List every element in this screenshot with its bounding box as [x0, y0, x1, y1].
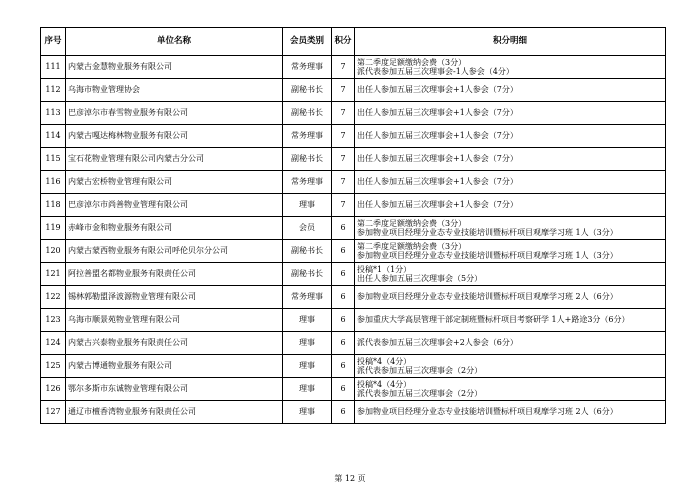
cell-points-detail	[355, 263, 666, 286]
detail-line: 派代表参加五届三次理事会+2人参会（6分）	[357, 338, 518, 348]
table-row	[41, 148, 666, 171]
cell-points: 6	[332, 217, 355, 240]
detail-line: 参加物业项目经理分业态专业技能培训暨标杆项目观摩学习班 1人（3分）	[357, 251, 618, 260]
cell-points: 7	[332, 194, 355, 217]
cell-member-type: 理事	[283, 194, 332, 217]
cell-points: 7	[332, 148, 355, 171]
cell-points-detail	[355, 194, 666, 217]
cell-points: 7	[332, 125, 355, 148]
cell-unit-name: 内蒙古兴泰物业服务有限责任公司	[66, 332, 283, 355]
cell-unit-name: 乌海市顺景苑物业管理有限公司	[66, 309, 283, 332]
cell-member-type: 副秘书长	[283, 240, 332, 263]
cell-serial-no: 115	[41, 148, 66, 171]
cell-points-detail	[355, 171, 666, 194]
cell-points: 7	[332, 79, 355, 102]
cell-points-detail	[355, 355, 666, 378]
cell-points-detail	[355, 378, 666, 401]
table-row	[41, 79, 666, 102]
cell-points: 6	[332, 378, 355, 401]
detail-line: 出任人参加五届三次理事会（5分）	[357, 274, 483, 283]
cell-points-detail	[355, 309, 666, 332]
cell-serial-no: 126	[41, 378, 66, 401]
cell-serial-no: 112	[41, 79, 66, 102]
page-number: 第 12 页	[334, 474, 366, 483]
cell-member-type: 理事	[283, 378, 332, 401]
cell-serial-no: 113	[41, 102, 66, 125]
cell-points: 7	[332, 56, 355, 79]
cell-points: 7	[332, 171, 355, 194]
cell-member-type: 常务理事	[283, 56, 332, 79]
cell-member-type: 理事	[283, 355, 332, 378]
cell-points-detail	[355, 401, 666, 424]
cell-points: 6	[332, 240, 355, 263]
cell-points: 6	[332, 309, 355, 332]
cell-unit-name: 锡林郭勒盟泽波源物业管理有限公司	[66, 286, 283, 309]
detail-line: 派代表参加五届三次理事会（2分）	[357, 389, 483, 398]
detail-line: 出任人参加五届三次理事会+1人参会（7分）	[357, 85, 518, 95]
cell-points: 6	[332, 263, 355, 286]
header-points-detail: 积分明细	[355, 28, 666, 56]
table-row	[41, 217, 666, 240]
cell-serial-no: 127	[41, 401, 66, 424]
cell-unit-name: 内蒙古金慧物业服务有限公司	[66, 56, 283, 79]
cell-points-detail	[355, 286, 666, 309]
cell-serial-no: 120	[41, 240, 66, 263]
cell-unit-name: 赤峰市金和物业服务有限公司	[66, 217, 283, 240]
cell-unit-name: 内蒙古嘎达梅林物业服务有限公司	[66, 125, 283, 148]
cell-serial-no: 125	[41, 355, 66, 378]
detail-line: 投稿*4（4分）	[357, 356, 412, 366]
detail-line: 投稿*1（1分）	[357, 264, 412, 274]
cell-points: 7	[332, 102, 355, 125]
detail-line: 第二季度足额缴纳会费（3分）	[357, 57, 467, 67]
cell-member-type: 常务理事	[283, 171, 332, 194]
cell-unit-name: 通辽市檀香湾物业服务有限责任公司	[66, 401, 283, 424]
cell-serial-no: 111	[41, 56, 66, 79]
cell-unit-name: 内蒙古博通物业服务有限公司	[66, 355, 283, 378]
detail-line: 派代表参加五届三次理事会（2分）	[357, 366, 483, 375]
table-row	[41, 378, 666, 401]
detail-line: 参加重庆大学高层管理干部定制班暨标杆项目考察研学 1人+路途3分（6分）	[357, 315, 630, 325]
table-body	[41, 56, 666, 424]
cell-points: 6	[332, 332, 355, 355]
detail-line: 参加物业项目经理分业态专业技能培训暨标杆项目观摩学习班 2人（6分）	[357, 292, 618, 302]
cell-points-detail	[355, 125, 666, 148]
cell-member-type: 副秘书长	[283, 148, 332, 171]
detail-line: 参加物业项目经理分业态专业技能培训暨标杆项目观摩学习班 2人（6分）	[357, 407, 618, 417]
cell-serial-no: 124	[41, 332, 66, 355]
cell-serial-no: 121	[41, 263, 66, 286]
detail-line: 第二季度足额缴纳会费（3分）	[357, 241, 467, 251]
table-row	[41, 102, 666, 125]
cell-points-detail	[355, 148, 666, 171]
detail-line: 第二季度足额缴纳会费（3分）	[357, 218, 467, 228]
cell-points: 6	[332, 355, 355, 378]
cell-member-type: 理事	[283, 332, 332, 355]
cell-serial-no: 114	[41, 125, 66, 148]
cell-member-type: 常务理事	[283, 125, 332, 148]
points-table	[40, 27, 666, 424]
cell-points-detail	[355, 102, 666, 125]
header-points: 积分	[332, 28, 355, 56]
cell-points-detail	[355, 332, 666, 355]
table-header	[41, 28, 666, 56]
cell-serial-no: 123	[41, 309, 66, 332]
table-row	[41, 171, 666, 194]
detail-line: 派代表参加五届三次理事会-1人参会（4分）	[357, 67, 514, 76]
detail-line: 出任人参加五届三次理事会+1人参会（7分）	[357, 177, 518, 187]
table-row	[41, 332, 666, 355]
cell-unit-name: 内蒙古宏桥物业管理有限公司	[66, 171, 283, 194]
cell-points: 6	[332, 401, 355, 424]
table-row	[41, 125, 666, 148]
cell-points-detail	[355, 79, 666, 102]
cell-unit-name: 乌海市物业管理协会	[66, 79, 283, 102]
table-row	[41, 309, 666, 332]
header-serial-no: 序号	[41, 28, 66, 56]
cell-serial-no: 116	[41, 171, 66, 194]
cell-points: 6	[332, 286, 355, 309]
cell-serial-no: 118	[41, 194, 66, 217]
cell-member-type: 副秘书长	[283, 102, 332, 125]
table-row	[41, 56, 666, 79]
table-row	[41, 263, 666, 286]
detail-line: 投稿*4（4分）	[357, 379, 412, 389]
header-member-type: 会员类别	[283, 28, 332, 56]
detail-line: 参加物业项目经理分业态专业技能培训暨标杆项目观摩学习班 1人（3分）	[357, 228, 618, 237]
cell-points-detail	[355, 240, 666, 263]
cell-member-type: 理事	[283, 309, 332, 332]
cell-points-detail	[355, 56, 666, 79]
detail-line: 出任人参加五届三次理事会+1人参会（7分）	[357, 154, 518, 164]
cell-unit-name: 阿拉善盟名都物业服务有限责任公司	[66, 263, 283, 286]
detail-line: 出任人参加五届三次理事会+1人参会（7分）	[357, 131, 518, 141]
table-row	[41, 286, 666, 309]
cell-member-type: 理事	[283, 401, 332, 424]
cell-member-type: 副秘书长	[283, 79, 332, 102]
header-unit-name: 单位名称	[66, 28, 283, 56]
table-row	[41, 401, 666, 424]
cell-unit-name: 巴彦淖尔市尚善物业管理有限公司	[66, 194, 283, 217]
cell-member-type: 副秘书长	[283, 263, 332, 286]
table-row	[41, 194, 666, 217]
cell-unit-name: 内蒙古蒙西物业服务有限公司呼伦贝尔分公司	[66, 240, 283, 263]
cell-serial-no: 122	[41, 286, 66, 309]
detail-line: 出任人参加五届三次理事会+1人参会（7分）	[357, 108, 518, 118]
cell-serial-no: 119	[41, 217, 66, 240]
cell-unit-name: 巴彦淖尔市春雪物业服务有限公司	[66, 102, 283, 125]
detail-line: 出任人参加五届三次理事会+1人参会（7分）	[357, 200, 518, 210]
table-row	[41, 355, 666, 378]
cell-member-type: 会员	[283, 217, 332, 240]
cell-unit-name: 宝石花物业管理有限公司内蒙古分公司	[66, 148, 283, 171]
cell-points-detail	[355, 217, 666, 240]
cell-unit-name: 鄂尔多斯市东诚物业管理有限公司	[66, 378, 283, 401]
cell-member-type: 常务理事	[283, 286, 332, 309]
header-row	[41, 28, 666, 56]
table-row	[41, 240, 666, 263]
